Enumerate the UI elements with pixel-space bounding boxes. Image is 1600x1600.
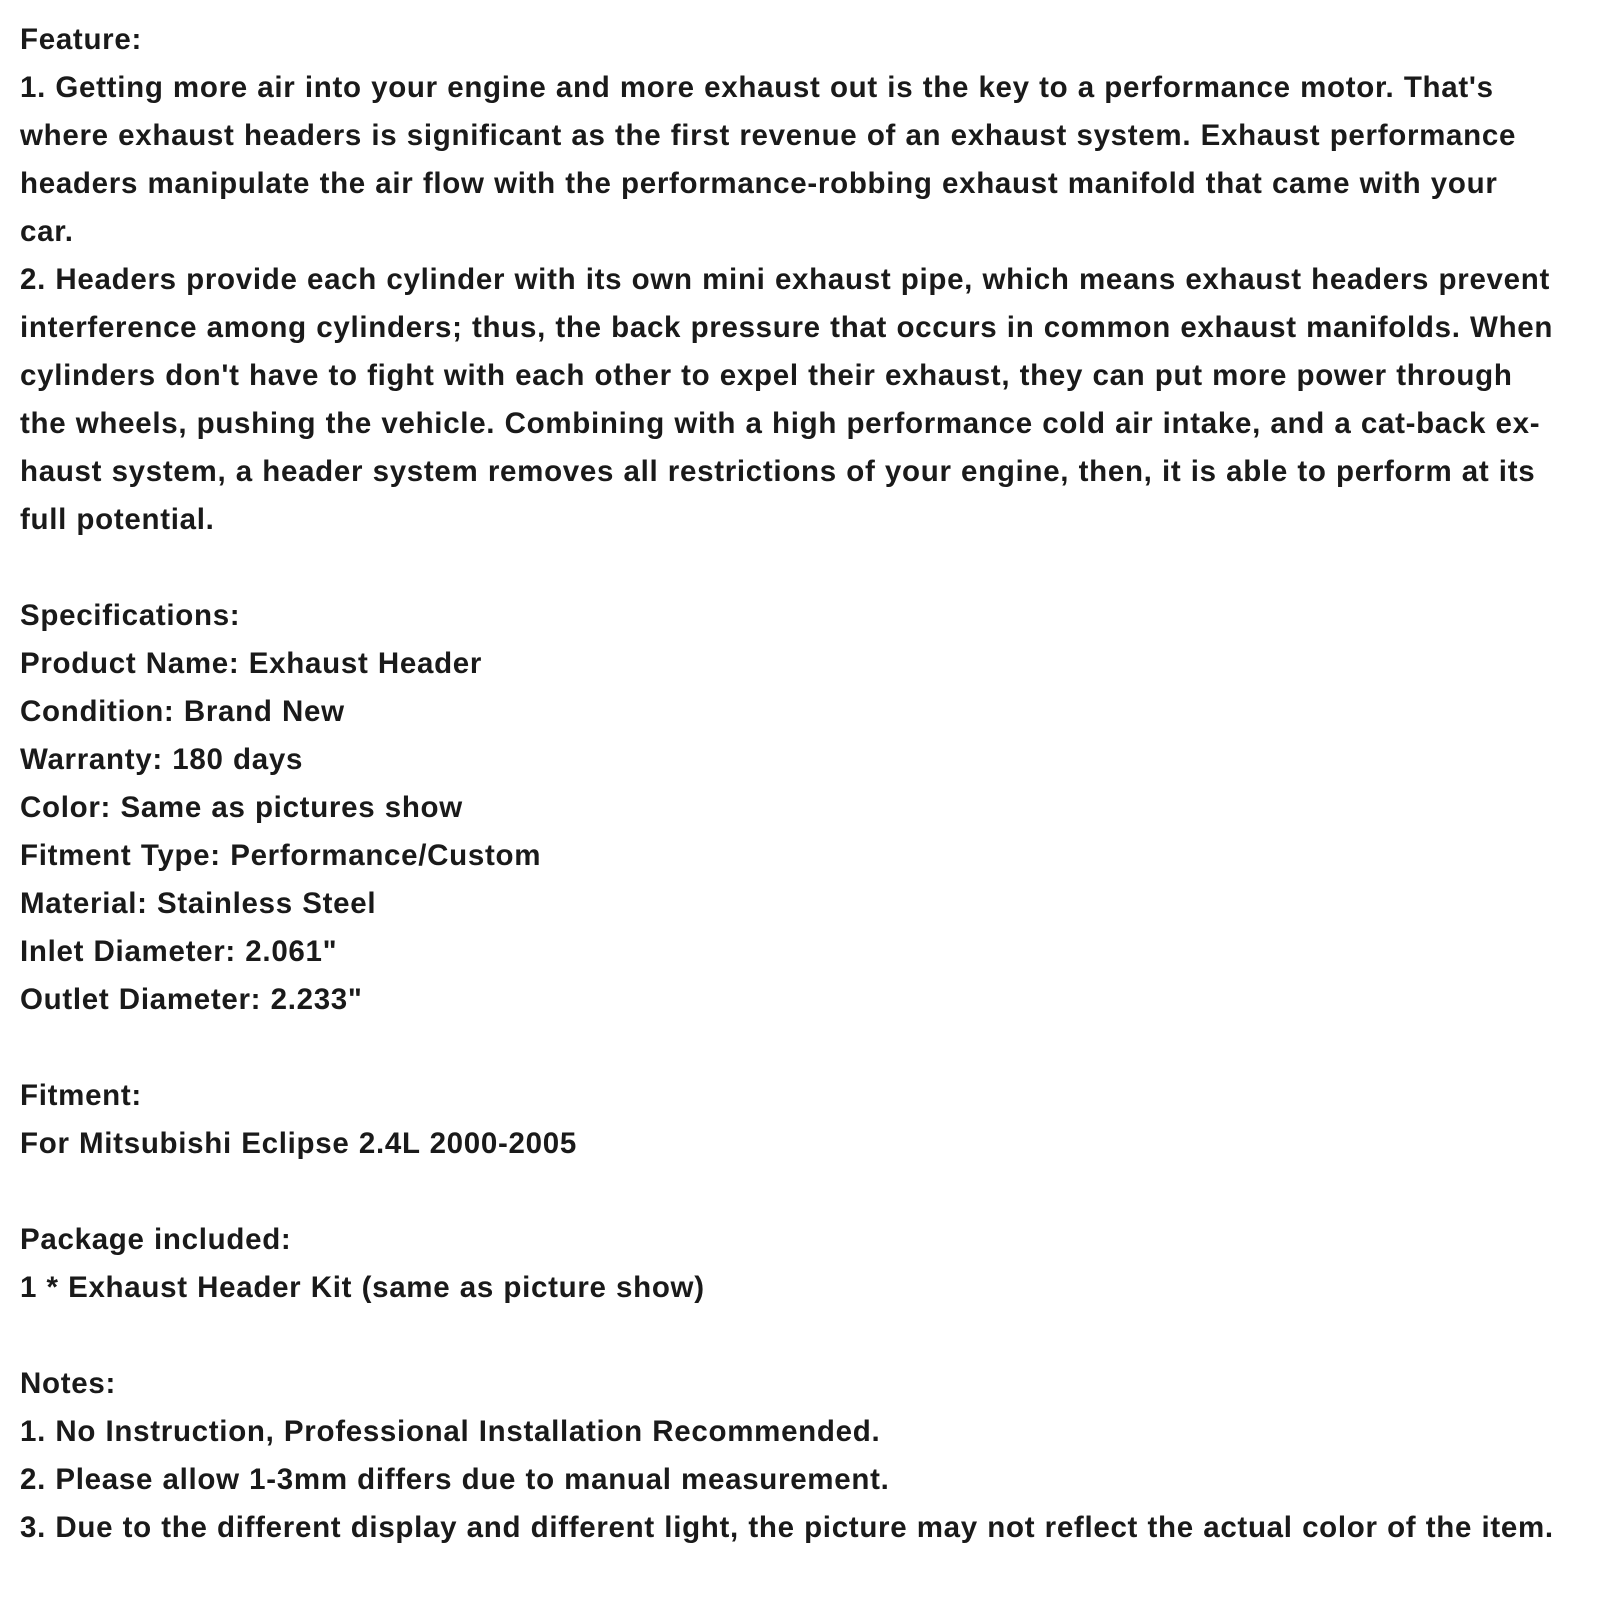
- feature-heading: Feature:: [20, 23, 142, 56]
- package-item: 1 * Exhaust Header Kit (same as picture show): [20, 1271, 705, 1304]
- spec-condition: Condition: Brand New: [20, 695, 345, 728]
- feature-section: [20, 16, 1582, 544]
- specifications-heading: Specifications:: [20, 599, 241, 632]
- feature-line: headers manipulate the air flow with the performance-robbing exhaust manifold that came with your: [20, 167, 1498, 200]
- note-item: 3. Due to the different display and different light, the picture may not reflect the actual color of the item.: [20, 1511, 1554, 1544]
- spec-outlet-diameter: Outlet Diameter: 2.233": [20, 983, 363, 1016]
- spec-inlet-diameter: Inlet Diameter: 2.061": [20, 935, 338, 968]
- note-item: 1. No Instruction, Professional Installation Recommended.: [20, 1415, 881, 1448]
- spec-fitment-type: Fitment Type: Performance/Custom: [20, 839, 542, 872]
- note-item: 2. Please allow 1-3mm differs due to manual measurement.: [20, 1463, 890, 1496]
- fitment-vehicle: For Mitsubishi Eclipse 2.4L 2000-2005: [20, 1127, 577, 1160]
- section-spacer: [20, 544, 1582, 592]
- feature-line: interference among cylinders; thus, the back pressure that occurs in common exhaust manifolds. When: [20, 311, 1554, 344]
- section-spacer: [20, 1024, 1582, 1072]
- feature-line: where exhaust headers is significant as the first revenue of an exhaust system. Exhaust performance: [20, 119, 1517, 152]
- package-section: [20, 1216, 1582, 1312]
- spec-warranty: Warranty: 180 days: [20, 743, 304, 776]
- spec-material: Material: Stainless Steel: [20, 887, 377, 920]
- section-spacer: [20, 1168, 1582, 1216]
- spec-color: Color: Same as pictures show: [20, 791, 463, 824]
- product-description: [20, 16, 1582, 1552]
- feature-line: cylinders don't have to fight with each other to expel their exhaust, they can put more power through: [20, 359, 1513, 392]
- fitment-section: [20, 1072, 1582, 1168]
- feature-line: haust system, a header system removes all restrictions of your engine, then, it is able to perform at its: [20, 455, 1536, 488]
- feature-line: 1. Getting more air into your engine and more exhaust out is the key to a performance motor. That's: [20, 71, 1494, 104]
- notes-heading: Notes:: [20, 1367, 116, 1400]
- fitment-heading: Fitment:: [20, 1079, 142, 1112]
- specifications-section: [20, 592, 1582, 1024]
- feature-line: full potential.: [20, 503, 215, 536]
- feature-line: 2. Headers provide each cylinder with its own mini exhaust pipe, which means exhaust headers prevent: [20, 263, 1551, 296]
- feature-line: the wheels, pushing the vehicle. Combining with a high performance cold air intake, and a cat-back ex-: [20, 407, 1541, 440]
- notes-section: [20, 1360, 1582, 1552]
- section-spacer: [20, 1312, 1582, 1360]
- feature-line: car.: [20, 215, 74, 248]
- spec-product-name: Product Name: Exhaust Header: [20, 647, 483, 680]
- package-heading: Package included:: [20, 1223, 292, 1256]
